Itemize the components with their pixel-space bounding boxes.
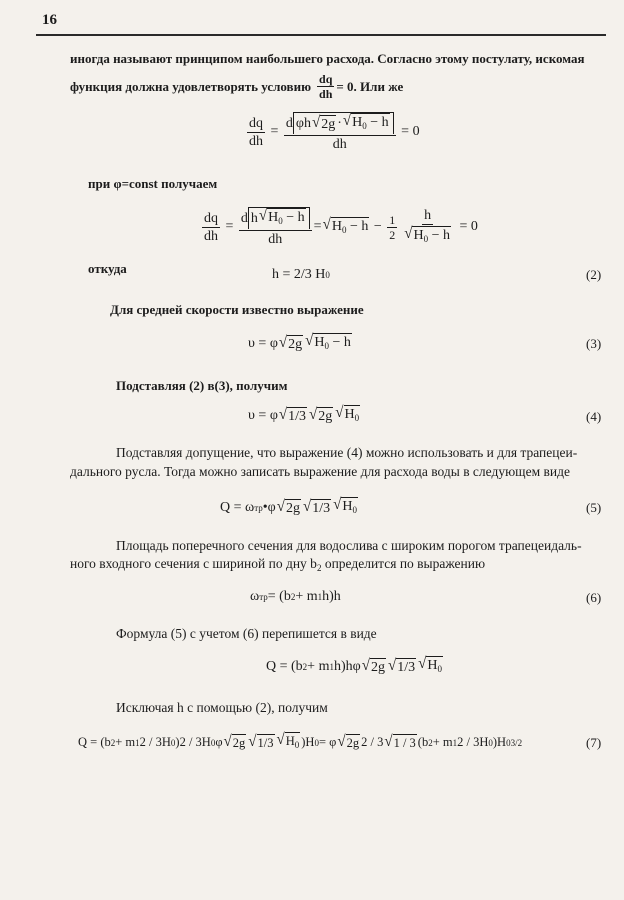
- equation-number-2: (2): [586, 267, 602, 282]
- page-header: [36, 10, 606, 36]
- text-line-12: Исключая h с помощью (2), получим: [116, 700, 328, 715]
- text-line-2-end: . Или же: [353, 79, 404, 94]
- text-line-2-start: функция должна удовлетворять условию: [70, 79, 312, 94]
- text-line-5: Для средней скорости известно выражение: [110, 302, 364, 317]
- equation-5: Q = ω тр •φ √ 2g √ 1/3 √ $H_0$: [220, 496, 357, 516]
- equation-number-5: (5): [586, 500, 602, 515]
- text-line-3: при φ=const получаем: [88, 176, 218, 191]
- equation-2: h = 2/3 H 0: [272, 267, 330, 282]
- text-line-8: дального русла. Тогда можно записать выражение для расхода воды в следующем виде: [70, 464, 570, 479]
- equation-7: Q = (b 2 + m 1 2 / 3H 0 )2 / 3H 0 φ √ 2g √ 1/3 √ $H_0$ )H 0 = φ √ 2g 2 / 3 √ 1 / 3 (b 2 + m 1 2 / 3H 0 )H 0 3/2: [78, 732, 522, 753]
- equation-4: υ = φ √ 1/3 √ 2g √ $H_0$: [248, 404, 360, 424]
- text-line-6: Подставляя (2) в(3), получим: [116, 378, 288, 393]
- page-number: 16: [42, 12, 57, 28]
- text-line-11: Формула (5) с учетом (6) перепишется в виде: [116, 626, 377, 641]
- equation-number-4: (4): [586, 409, 602, 424]
- equation-number-3: (3): [586, 336, 602, 351]
- text-line-9: Площадь поперечного сечения для водослива с широким порогом трапецеидаль-: [116, 538, 582, 553]
- text-line-1: иногда называют принципом наибольшего расхода. Согласно этому постулату, искомая: [70, 51, 585, 66]
- text-line-2: функция должна удовлетворять условию $\frac{dq}{dh}$ = 0 . Или же: [70, 72, 404, 101]
- equation-a: $\frac{dq}{dh}$ = d φh √ 2g · √ $H_0 - h$ dh = 0: [249, 112, 420, 152]
- inline-derivative: $\frac{dq}{dh}$: [319, 72, 333, 101]
- equation-c: Q = (b 2 + m 1 h)hφ √ 2g √ 1/3 √ $H_0$: [266, 655, 442, 675]
- equation-number-6: (6): [586, 590, 602, 605]
- text-line-10: ного входного сечения с шириной по дну $b_2$ определится по выражению: [70, 556, 486, 573]
- text-line-4: откуда: [88, 261, 127, 276]
- equation-number-7: (7): [586, 735, 602, 750]
- text-line-7: Подставляя допущение, что выражение (4) можно использовать и для трапецеи-: [116, 445, 578, 460]
- equation-3: υ = φ √ 2g √ $H_0 - h$: [248, 332, 351, 352]
- equation-6: ω тр = (b 2 + m 1 h)h: [250, 589, 341, 604]
- equation-b: $\frac{dq}{dh}$ = d h √ $H_0 - h$ dh = √ $H_0 - h$ − $\frac{1}{2}$ h √ $H_0 - h$ = 0: [204, 207, 478, 247]
